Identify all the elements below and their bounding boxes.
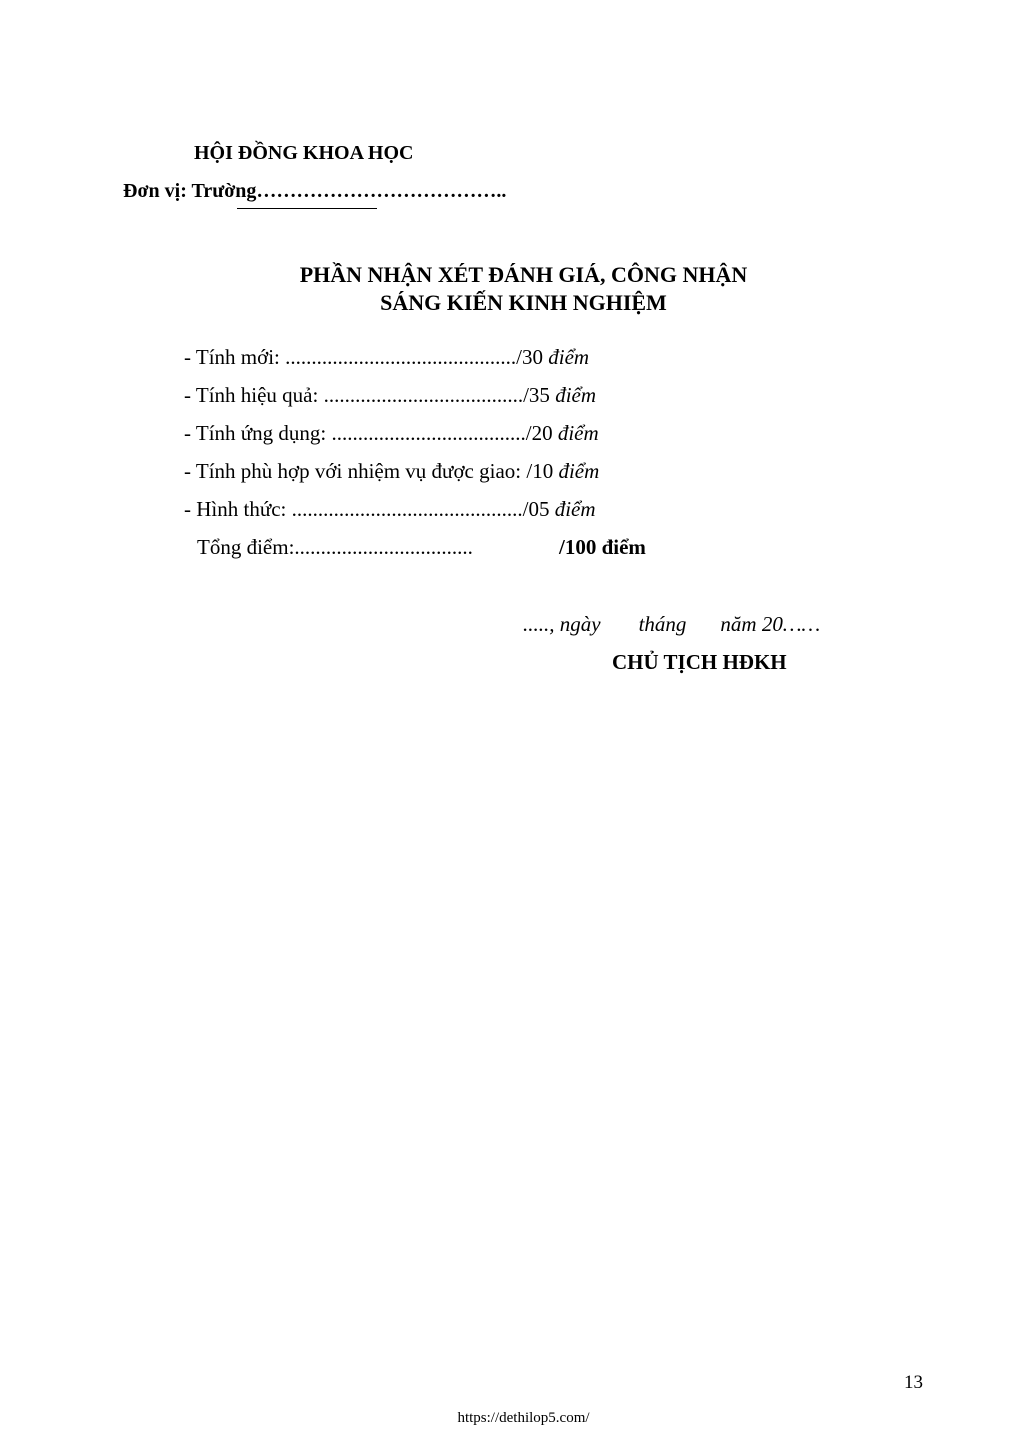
- criterion-novelty: [184, 345, 664, 370]
- total-label: Tổng điểm:: [197, 535, 295, 559]
- total-score-row: [197, 535, 667, 560]
- document-title-line2: SÁNG KIẾN KINH NGHIỆM: [380, 290, 667, 315]
- date-month: tháng: [638, 612, 687, 636]
- criterion-points: /20: [525, 421, 558, 445]
- criterion-suitability: [184, 459, 664, 484]
- date-day: ....., ngày: [523, 612, 601, 636]
- criterion-applicability: [184, 421, 664, 446]
- criterion-dots: ......................................: [323, 383, 524, 407]
- total-dots: ..................................: [294, 535, 473, 559]
- criterion-label: - Tính hiệu quả:: [184, 383, 324, 407]
- header-divider: [237, 208, 377, 209]
- document-title-line1: PHẦN NHẬN XÉT ĐÁNH GIÁ, CÔNG NHẬN: [299, 262, 748, 287]
- criterion-form: [184, 497, 664, 522]
- criterion-points: /05: [522, 497, 555, 521]
- criterion-label: - Tính phù hợp với nhiệm vụ được giao:: [184, 459, 527, 483]
- criterion-points: /10: [526, 459, 559, 483]
- signature-date: [523, 612, 820, 637]
- criterion-points: /35: [523, 383, 556, 407]
- criterion-unit: điểm: [555, 383, 597, 407]
- criterion-dots: ............................................: [291, 497, 523, 521]
- criterion-label: - Tính ứng dụng:: [184, 421, 332, 445]
- criterion-points: /30: [516, 345, 549, 369]
- criterion-label: - Tính mới:: [184, 345, 286, 369]
- signatory-title: CHỦ TỊCH HĐKH: [612, 650, 787, 674]
- page-number: 13: [904, 1372, 923, 1393]
- criterion-unit: điểm: [557, 421, 599, 445]
- criterion-effectiveness: [184, 383, 664, 408]
- criterion-unit: điểm: [554, 497, 596, 521]
- council-heading: HỘI ĐỒNG KHOA HỌC: [194, 142, 414, 164]
- total-points: /100 điểm: [559, 535, 646, 559]
- criterion-label: - Hình thức:: [184, 497, 292, 521]
- criterion-unit: điểm: [548, 345, 590, 369]
- criterion-dots: .....................................: [331, 421, 526, 445]
- footer-url: https://dethilop5.com/: [457, 1410, 590, 1426]
- date-year: năm 20……: [720, 612, 821, 636]
- criterion-dots: ............................................: [285, 345, 517, 369]
- criterion-unit: điểm: [558, 459, 600, 483]
- unit-line: Đơn vị: Trường………………………………..: [123, 180, 507, 202]
